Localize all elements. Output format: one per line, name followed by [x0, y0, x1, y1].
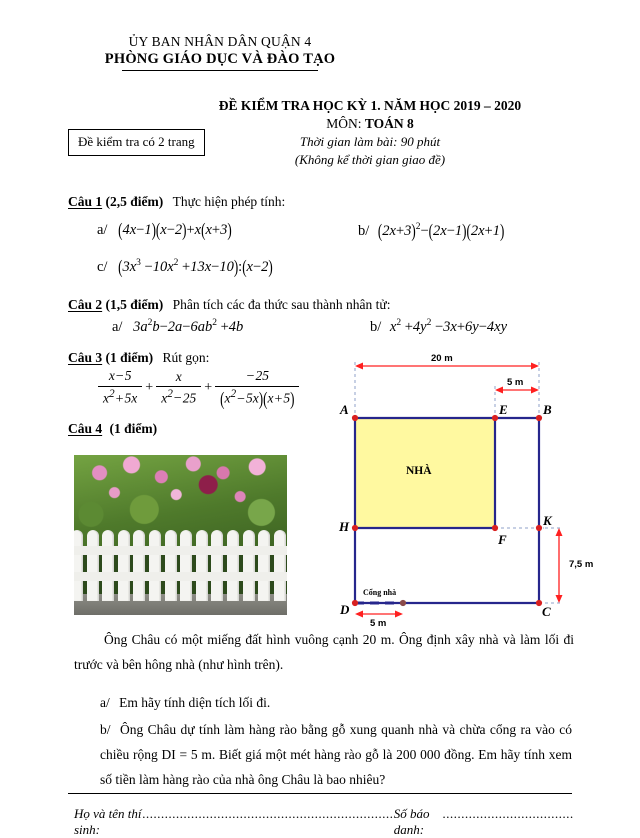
picket-fence-photo [74, 455, 287, 615]
exam-title-block [170, 98, 570, 168]
exam-duration-note: (Không kể thời gian giao đề) [294, 152, 446, 167]
fence-picket [180, 530, 192, 600]
question-4-points: (1 điểm) [109, 421, 158, 436]
vertex-label-A: A [340, 402, 349, 417]
part-a-tag: a/ [100, 695, 110, 710]
item-expr-1b: $(2x+3)^2-(2x-1)(2x+1)$ [377, 219, 505, 241]
problem-4-part-a [100, 690, 570, 715]
fence-picket [149, 530, 161, 600]
exam-title: ĐỀ KIỂM TRA HỌC KỲ 1. NĂM HỌC 2019 – 2020 [218, 98, 522, 113]
question-1-item-c [97, 255, 273, 277]
fence-picket [211, 530, 223, 600]
dimension-label-5m-top: 5 m [507, 377, 524, 388]
candidate-name-label: Họ và tên thí sinh: [74, 806, 142, 837]
fraction-3-denominator: $(x^2-5x)(x+5)$ [215, 386, 299, 408]
vertex-label-H: H [339, 519, 350, 534]
question-3-expression [96, 368, 301, 408]
vertex-label-C: C [542, 604, 551, 619]
candidate-id-label: Số báo danh: [393, 806, 430, 837]
part-b-text: Ông Châu dự tính làm hàng rào bằng gỗ xung quanh nhà và chừa cổng ra vào có chiều rộng DI = 5 m. Biết giá một mét hàng rào gỗ là 200 000 đồng. Em hãy tính xem số tiền làm hàng rào của nhà ông Châu là bao nhiêu? [100, 722, 572, 787]
part-b-tag: b/ [100, 722, 111, 737]
fence-picket [102, 530, 114, 600]
question-1-item-b [358, 219, 505, 241]
fence-picket [165, 530, 177, 600]
question-2-item-b [370, 318, 507, 336]
question-3-prompt: Rút gọn: [162, 350, 210, 365]
fence-rail [74, 572, 287, 581]
exam-subject-line [170, 116, 570, 132]
house-label: NHÀ [406, 465, 432, 477]
item-expr-2b: $x^2 +4y^2 -3x+6y-4xy$ [389, 318, 508, 335]
question-4-label: Câu 4 [68, 421, 103, 436]
question-3-label: Câu 3 [68, 350, 103, 365]
fraction-term-1 [98, 368, 142, 408]
fence-picket [74, 530, 83, 600]
candidate-name-dots: ................................................................... [142, 806, 394, 821]
exam-duration: Thời gian làm bài: 90 phút [299, 134, 441, 149]
question-1-label: Câu 1 [68, 194, 103, 209]
subject-name: TOÁN 8 [364, 116, 414, 131]
dimension-label-20m: 20 m [431, 353, 453, 364]
authority-line-2: PHÒNG GIÁO DỤC VÀ ĐÀO TẠO [104, 51, 336, 67]
question-2-points: (1,5 điểm) [105, 297, 164, 312]
land-plot-diagram [320, 352, 620, 627]
candidate-info-footer [74, 806, 574, 838]
gate-label: Cổng nhà [363, 588, 397, 597]
issuing-authority-header [0, 34, 440, 71]
footer-divider [68, 793, 572, 794]
fence-picket [243, 530, 255, 600]
fraction-operator-2: + [204, 379, 213, 395]
item-tag-2a: a/ [112, 318, 123, 335]
item-tag-1b: b/ [358, 222, 370, 239]
item-tag-2b: b/ [370, 318, 382, 335]
subject-prefix: MÔN: [326, 116, 365, 131]
question-1-item-a [97, 218, 232, 241]
dimension-right-7-5m [556, 528, 563, 603]
fraction-2-denominator: $x^2-25$ [156, 386, 201, 408]
vertex-label-F: F [498, 532, 507, 547]
fence-picket [87, 530, 99, 600]
vertex-label-E: E [499, 402, 508, 417]
authority-line-1: ỦY BAN NHÂN DÂN QUẬN 4 [128, 34, 312, 49]
question-3-points: (1 điểm) [105, 350, 154, 365]
item-tag-1a: a/ [97, 222, 108, 238]
dimension-label-7-5m: 7,5 m [569, 559, 594, 570]
question-3-heading [68, 350, 209, 366]
question-2-label: Câu 2 [68, 297, 103, 312]
fence-rail [74, 546, 287, 555]
question-1-points: (2,5 điểm) [105, 194, 164, 209]
vertex-label-D: D [340, 602, 350, 617]
item-expr-2a: $3a^2b-2a-6ab^2 +4b$ [133, 318, 244, 335]
fence-picket [196, 530, 208, 600]
question-2-item-a [112, 318, 243, 336]
fence-picket [118, 530, 130, 600]
question-4-heading [68, 421, 157, 437]
page-count-box: Đề kiểm tra có 2 trang [68, 129, 205, 156]
authority-underline [122, 70, 318, 71]
problem-4-part-b [100, 717, 572, 792]
fraction-3-numerator: −25 [246, 368, 269, 384]
question-1-heading [68, 194, 285, 210]
item-tag-1c: c/ [97, 258, 108, 275]
dimension-bottom-5m [355, 611, 403, 618]
diagram-svg [320, 352, 620, 627]
item-expr-1c: ($3x^3 -10x^2$ +13x−10):(x−2) [118, 255, 273, 277]
vertex-label-K: K [543, 513, 552, 528]
item-expr-1a: (4x−1)(x−2)+x(x+3) [118, 218, 232, 241]
fraction-2-numerator: x [175, 368, 182, 384]
problem-4-intro [74, 627, 574, 677]
fraction-1-numerator: x−5 [108, 368, 132, 384]
fence-picket [274, 530, 286, 600]
fraction-term-2 [156, 369, 201, 408]
vertex-label-B: B [543, 402, 552, 417]
fraction-1-denominator: $x^2+5x$ [98, 386, 142, 408]
part-a-text: Em hãy tính diện tích lối đi. [119, 695, 271, 710]
fraction-operator-1: + [145, 379, 154, 395]
question-2-prompt: Phân tích các đa thức sau thành nhân tử: [172, 297, 391, 312]
fence-picket [227, 530, 239, 600]
question-2-heading [68, 297, 390, 313]
candidate-id-dots: ................................... [442, 806, 574, 821]
fence-picket [258, 530, 270, 600]
dimension-label-5m-bottom: 5 m [370, 618, 387, 629]
photo-fence [74, 530, 287, 600]
fraction-term-3 [215, 368, 299, 408]
problem-4-intro-text: Ông Châu có một miếng đất hình vuông cạnh 20 m. Ông định xây nhà và làm lối đi trước và bên hông nhà (như hình trên). [74, 632, 574, 672]
question-1-prompt: Thực hiện phép tính: [172, 194, 286, 209]
fence-picket [133, 530, 145, 600]
